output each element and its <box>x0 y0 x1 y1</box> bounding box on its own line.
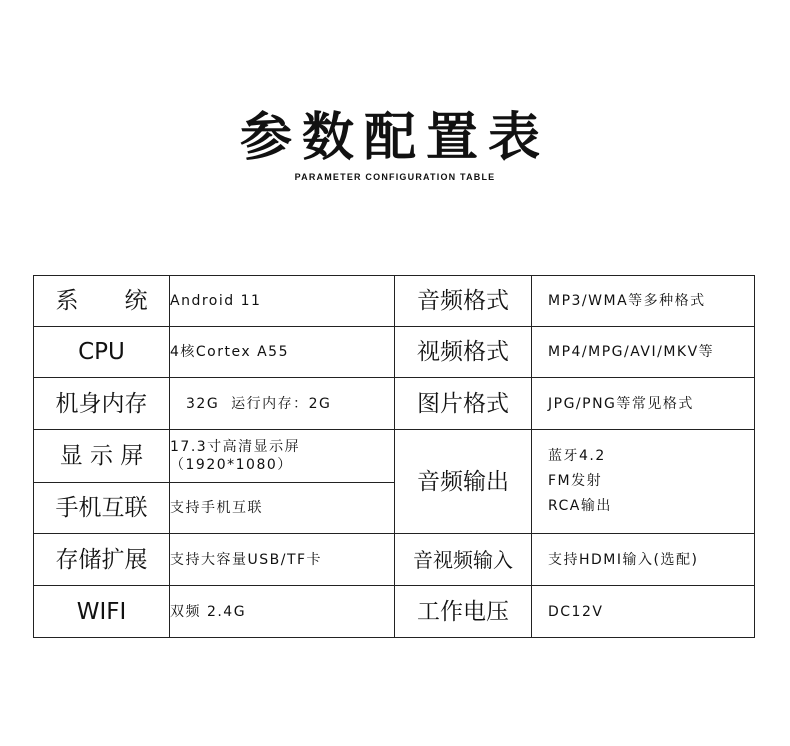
spec-label-audio-output: 音频输出 <box>395 430 532 534</box>
spec-value-system: Android 11 <box>170 276 395 327</box>
spec-label-wifi: WIFI <box>34 586 170 638</box>
spec-value-display-line1: 17.3寸高清显示屏 <box>170 439 301 455</box>
spec-label-system: 系 统 <box>34 276 170 327</box>
spec-label-audio-format: 音频格式 <box>395 276 532 327</box>
spec-value-audio-format: MP3/WMA等多种格式 <box>532 276 755 327</box>
spec-value-video-format: MP4/MPG/AVI/MKV等 <box>532 327 755 378</box>
table-row <box>34 534 755 586</box>
spec-label-cpu: CPU <box>34 327 170 378</box>
spec-value-storage: 32G 运行内存：2G <box>170 378 395 430</box>
spec-value-display-line2: （1920*1080） <box>170 457 293 473</box>
table-row <box>34 586 755 638</box>
spec-value-expansion: 支持大容量USB/TF卡 <box>170 534 395 586</box>
spec-value-image-format: JPG/PNG等常见格式 <box>532 378 755 430</box>
table-row <box>34 276 755 327</box>
spec-value-power: DC12V <box>532 586 755 638</box>
table-row <box>34 327 755 378</box>
table-row <box>34 430 755 483</box>
page-subtitle: PARAMETER CONFIGURATION TABLE <box>294 172 496 182</box>
page-title: 参数配置表 <box>239 108 550 168</box>
spec-value-audio-output-line1: 蓝牙4.2 <box>548 448 606 464</box>
spec-value-av-input: 支持HDMI输入(选配) <box>532 534 755 586</box>
spec-value-audio-output-line3: RCA输出 <box>548 498 612 514</box>
spec-value-audio-output <box>532 430 755 534</box>
table-row <box>34 378 755 430</box>
spec-value-display <box>170 430 395 483</box>
spec-value-wifi: 双频 2.4G <box>170 586 395 638</box>
spec-label-storage: 机身内存 <box>34 378 170 430</box>
spec-label-video-format: 视频格式 <box>395 327 532 378</box>
spec-label-av-input: 音视频输入 <box>395 534 532 586</box>
spec-label-display: 显 示 屏 <box>34 430 170 483</box>
spec-label-phone-link: 手机互联 <box>34 483 170 534</box>
spec-value-phone-link: 支持手机互联 <box>170 483 395 534</box>
spec-value-cpu: 4核Cortex A55 <box>170 327 395 378</box>
spec-value-audio-output-line2: FM发射 <box>548 473 603 489</box>
spec-label-power: 工作电压 <box>395 586 532 638</box>
spec-label-image-format: 图片格式 <box>395 378 532 430</box>
spec-label-expansion: 存储扩展 <box>34 534 170 586</box>
spec-table <box>33 275 755 638</box>
